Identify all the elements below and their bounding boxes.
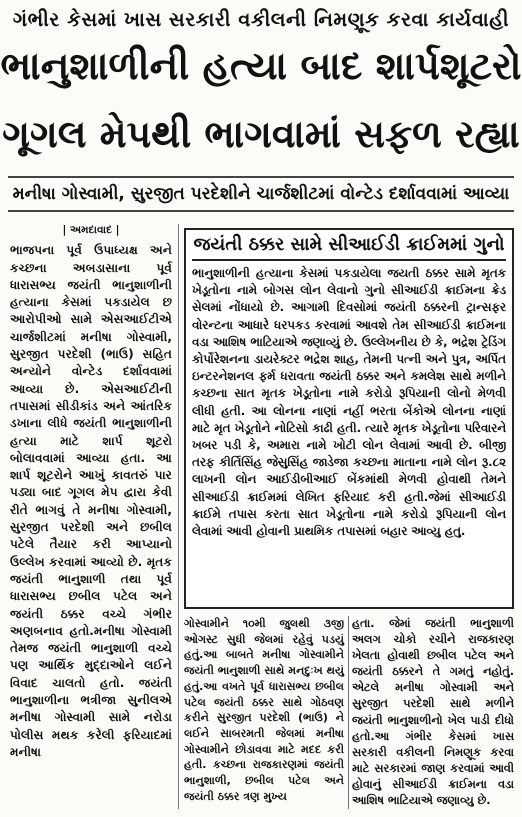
headline-line-2: ગૂગલ મેપથી ભાગવામાં સફળ રહ્યા — [2, 112, 520, 156]
article-column-3 — [352, 616, 514, 809]
dateline: | અમદાવાદ | — [62, 224, 120, 236]
headline-line-1: ભાનુશાળીની હત્યા બાદ શાર્પશૂટરો — [0, 44, 522, 89]
box-title: જયંતી ઠક્કર સામે સીઆઈડી ક્રાઈમમાં ગુનો — [192, 234, 506, 261]
column-3-text: હતા. જેમાં જયંતી ભાનુશાળી અલગ ચોકો રચીને રાજકારણ ખેલતા હોવાથી છબીલ પટેલ અને જયંતી ઠક્કરને તે ગમતું નહોતું. એટલે મનીષા ગોસ્વામી અને સુરજીત પરદેશી સાથે મળીને જયંતી ભાનુશાળીનો ખેલ પાડી દીધો હતો.આ ગંભીર કેસમાં ખાસ સરકારી વકીલની નિમણૂક કરવા માટે સરકારમાં જાણ કરવામાં આવી હોવાનું સીઆઈડી ક્રાઈમના વડા આશિષ ભાટિયાએ જણાવ્યુ છે. — [352, 617, 514, 808]
column-1-text: ભાજપના પૂર્વ ઉપાધ્યક્ષ અને કચ્છના અબડાસાના પૂર્વ ધારાસભ્ય જયંતી ભાનુશાળીની હત્યાના કેસમાં પકડાયેલ છ આરોપીઓ સામે એસઆઈટીએ ચાર્જશીટમાં મનીષા ગોસ્વામી, સુરજીત પરદેશી (ભાઉ) સહિત અન્યોને વોન્ટેડ દર્શાવવામાં આવ્યા છે. એસઆઈટીની તપાસમાં સીડીકાંડ અને આંતરિક ડખાના લીધે જયંતી ભાનુશાળીની હત્યા માટે શાર્પ શૂટરો બોલાવવામાં આવ્યા હતા. આ શાર્પ શૂટરોને આખું કાવતરું પાર પડ્યા બાદ ગૂગલ મેપ દ્વારા કેવી રીતે ભાગવું તે મનીષા ગોસ્વામી, સુરજીત પરદેશી અને છબીલ પટેલે તૈયાર કરી આપ્યાનો ઉલ્લેખ કરવામાં આવ્યો છે. મૃતક જયંતી ભાનુશાળી તથા પૂર્વ ધારાસભ્ય છબીલ પટેલ અને જયંતી ઠક્કર વચ્ચે ગંભીર અણબનાવ હતો.મનીષા ગોસ્વામી તેમજ જયંતી ભાનુશાળી વચ્ચે પણ આર્થિક મુદ્દાઓને લઈને વિવાદ ચાલતો હતો. જયંતી ભાનુશાળીના ભત્રીજા સુનીલએ મનીષા ગોસ્વામી સામે નરોડા પોલીસ મથક કરેલી ફરિયાદમાં મનીષા — [10, 243, 172, 759]
column-2-text: ગોસ્વામીને ૧૦મી જુલથી ૩જી ઓગસ્ટ સુધી જેલમાં રહેવું પડયું હતું.આ બાબતે મનીષા ગોસ્વામીને જયંતી ભાનુશાળી સાથે મનદુઃખ થયું હતું.આ વખતે પૂર્વ ધારાસભ્ય છબીલ પટેલ જયંતી ઠક્કર સાથે ગોઠવણ કરીને સુરજીત પરદેશી (ભાઉ) ને લઈને સાબરમતી જેલમાં મનીષા ગોસ્વામીને છોડાવવા માટે મદદ કરી હતી. કચ્છના રાજકારણમાં જયંતી ભાનુશાળી, છબીલ પટેલ અને જયંતી ઠક્કર ત્રણ મુખ્ય — [184, 617, 344, 803]
article-column-2 — [184, 616, 344, 804]
article-column-1 — [10, 222, 172, 761]
box-body: ભાનુશાળીની હત્યાના કેસમાં પકડાયેલા જયતી ઠક્કર સામે મૃતક ખેડૂતોના નામે બોગસ લોન લેવાનો ગુનો સીઆઈડી ક્રાઈમના ક્રેડ સેલમાં નોંધાયો છે. આગામી દિવસોમાં જયંતી ઠક્કરની ટ્રાન્સફર વોરન્ટના આધારે ધરપકડ કરવામાં આવશે તેમ સીઆઈડી ક્રાઈમના વડા આશિષ ભાટિયાએ જણાવ્યું છે. ઉલ્લેખનીય છે કે, ભદ્રેશ ટ્રેડિંગ કોર્પોરેશનના ડાયરેક્ટર ભદ્રેશ શાહ, તેમની પત્ની અને પુત્ર, અર્પિત ઇન્ટરનેશનલ ફર્મ ધરાવતા જયંતી ઠક્કર અને કમલેશ સાથે મળીને કચ્છના સાત મૃતક ખેડૂતોના નામે કરોડો રૂપિયાની લોનો મેળવી લીધી હતી. આ લોનના નાણાં નહીં ભરતા બેંકોએ લોનના નાણાં માટે મૃત ખેડૂતોને નોટિસો કાઢી હતી. ત્યારે મૃતક ખેડૂતોના પરિવારને ખબર પડી કે, અમારા નામે ખોટી લોન લેવામાં આવી છે. બીજી તરફ કીર્તિસિંહ જેસુસિંહ જાડેજા કચ્છના માતાના નામે લોન રૂ.૮૨ લાખની લોન આઈડીબીઆઈ બેંકમાંથી મેળવી હોવાથી તેમને સીઆઈડી ક્રાઈમમાં લેખિત ફરિયાદ કરી હતી.જેમાં સીઆઈડી ક્રાઈમે તપાસ કરતા સાત ખેડૂતોના નામે કરોડો રૂપિયાની લોન લેવામાં આવી હોવાની પ્રાથમિક તપાસમાં બહાર આવ્યુ હતુ. — [192, 266, 506, 539]
subheadline: મનીષા ગોસ્વામી, સુરજીત પરદેશીને ચાર્જશીટમાં વોન્ટેડ દર્શાવવામાં આવ્યા — [8, 176, 514, 212]
column-divider — [348, 616, 349, 809]
kicker: ગંભીર કેસમાં ખાસ સરકારી વકીલની નિમણૂક કરવા કાર્યવાહી — [12, 8, 510, 31]
column-divider — [178, 224, 179, 809]
sidebar-box — [184, 228, 514, 609]
